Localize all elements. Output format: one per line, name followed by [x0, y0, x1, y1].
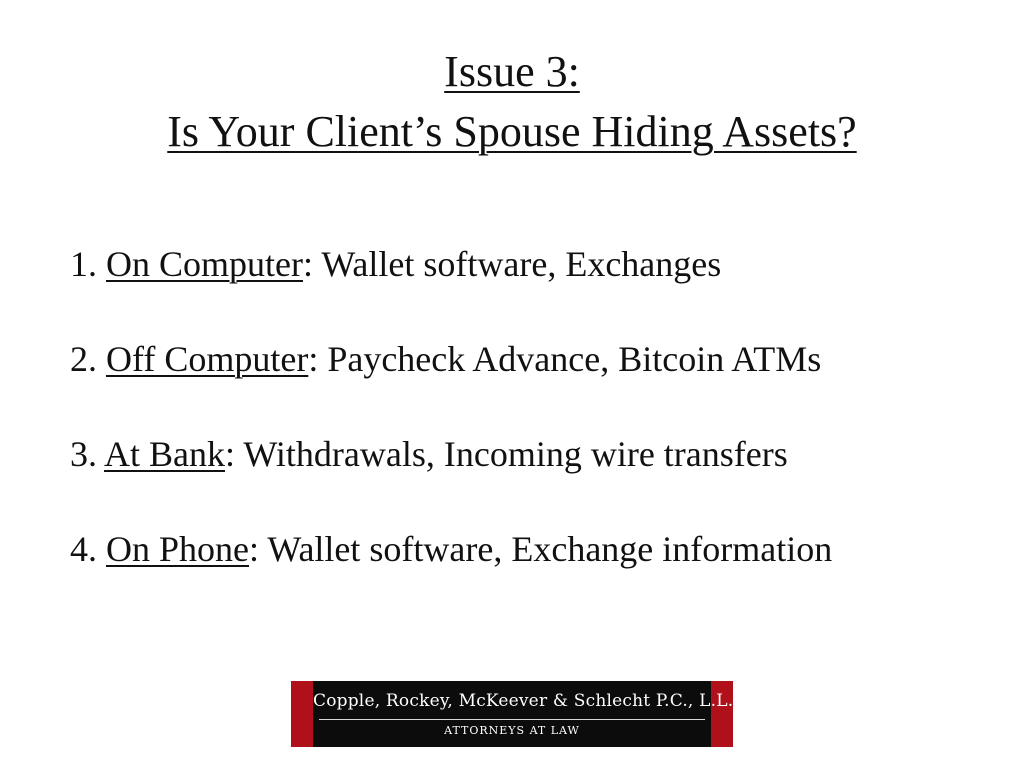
item-number: 1.	[70, 244, 97, 284]
item-term: Off Computer	[106, 339, 309, 379]
item-details: : Wallet software, Exchanges	[302, 244, 722, 284]
item-details: : Wallet software, Exchange information	[249, 529, 833, 569]
law-firm-logo	[291, 681, 753, 747]
list-item-off-computer	[70, 333, 990, 385]
item-number: 2.	[70, 339, 97, 379]
item-number: 4.	[70, 529, 97, 569]
logo-tagline: ATTORNEYS AT LAW	[444, 724, 580, 737]
list-item-on-computer	[70, 238, 990, 290]
title-line-issue: Issue 3:	[444, 47, 580, 96]
slide-title	[0, 42, 1024, 162]
asset-location-list	[70, 238, 990, 618]
title-line-question: Is Your Client’s Spouse Hiding Assets?	[167, 107, 857, 156]
logo-divider	[319, 719, 705, 720]
list-item-at-bank	[70, 428, 990, 480]
item-term: On Phone	[106, 529, 249, 569]
item-term: On Computer	[106, 244, 303, 284]
item-number: 3.	[70, 434, 97, 474]
item-details: : Withdrawals, Incoming wire transfers	[225, 434, 788, 474]
logo-firm-name: Copple, Rockey, McKeever & Schlecht P.C., L.L.O.	[313, 691, 753, 711]
item-term: At Bank	[104, 434, 226, 474]
item-details: : Paycheck Advance, Bitcoin ATMs	[308, 339, 822, 379]
list-item-on-phone	[70, 523, 990, 575]
